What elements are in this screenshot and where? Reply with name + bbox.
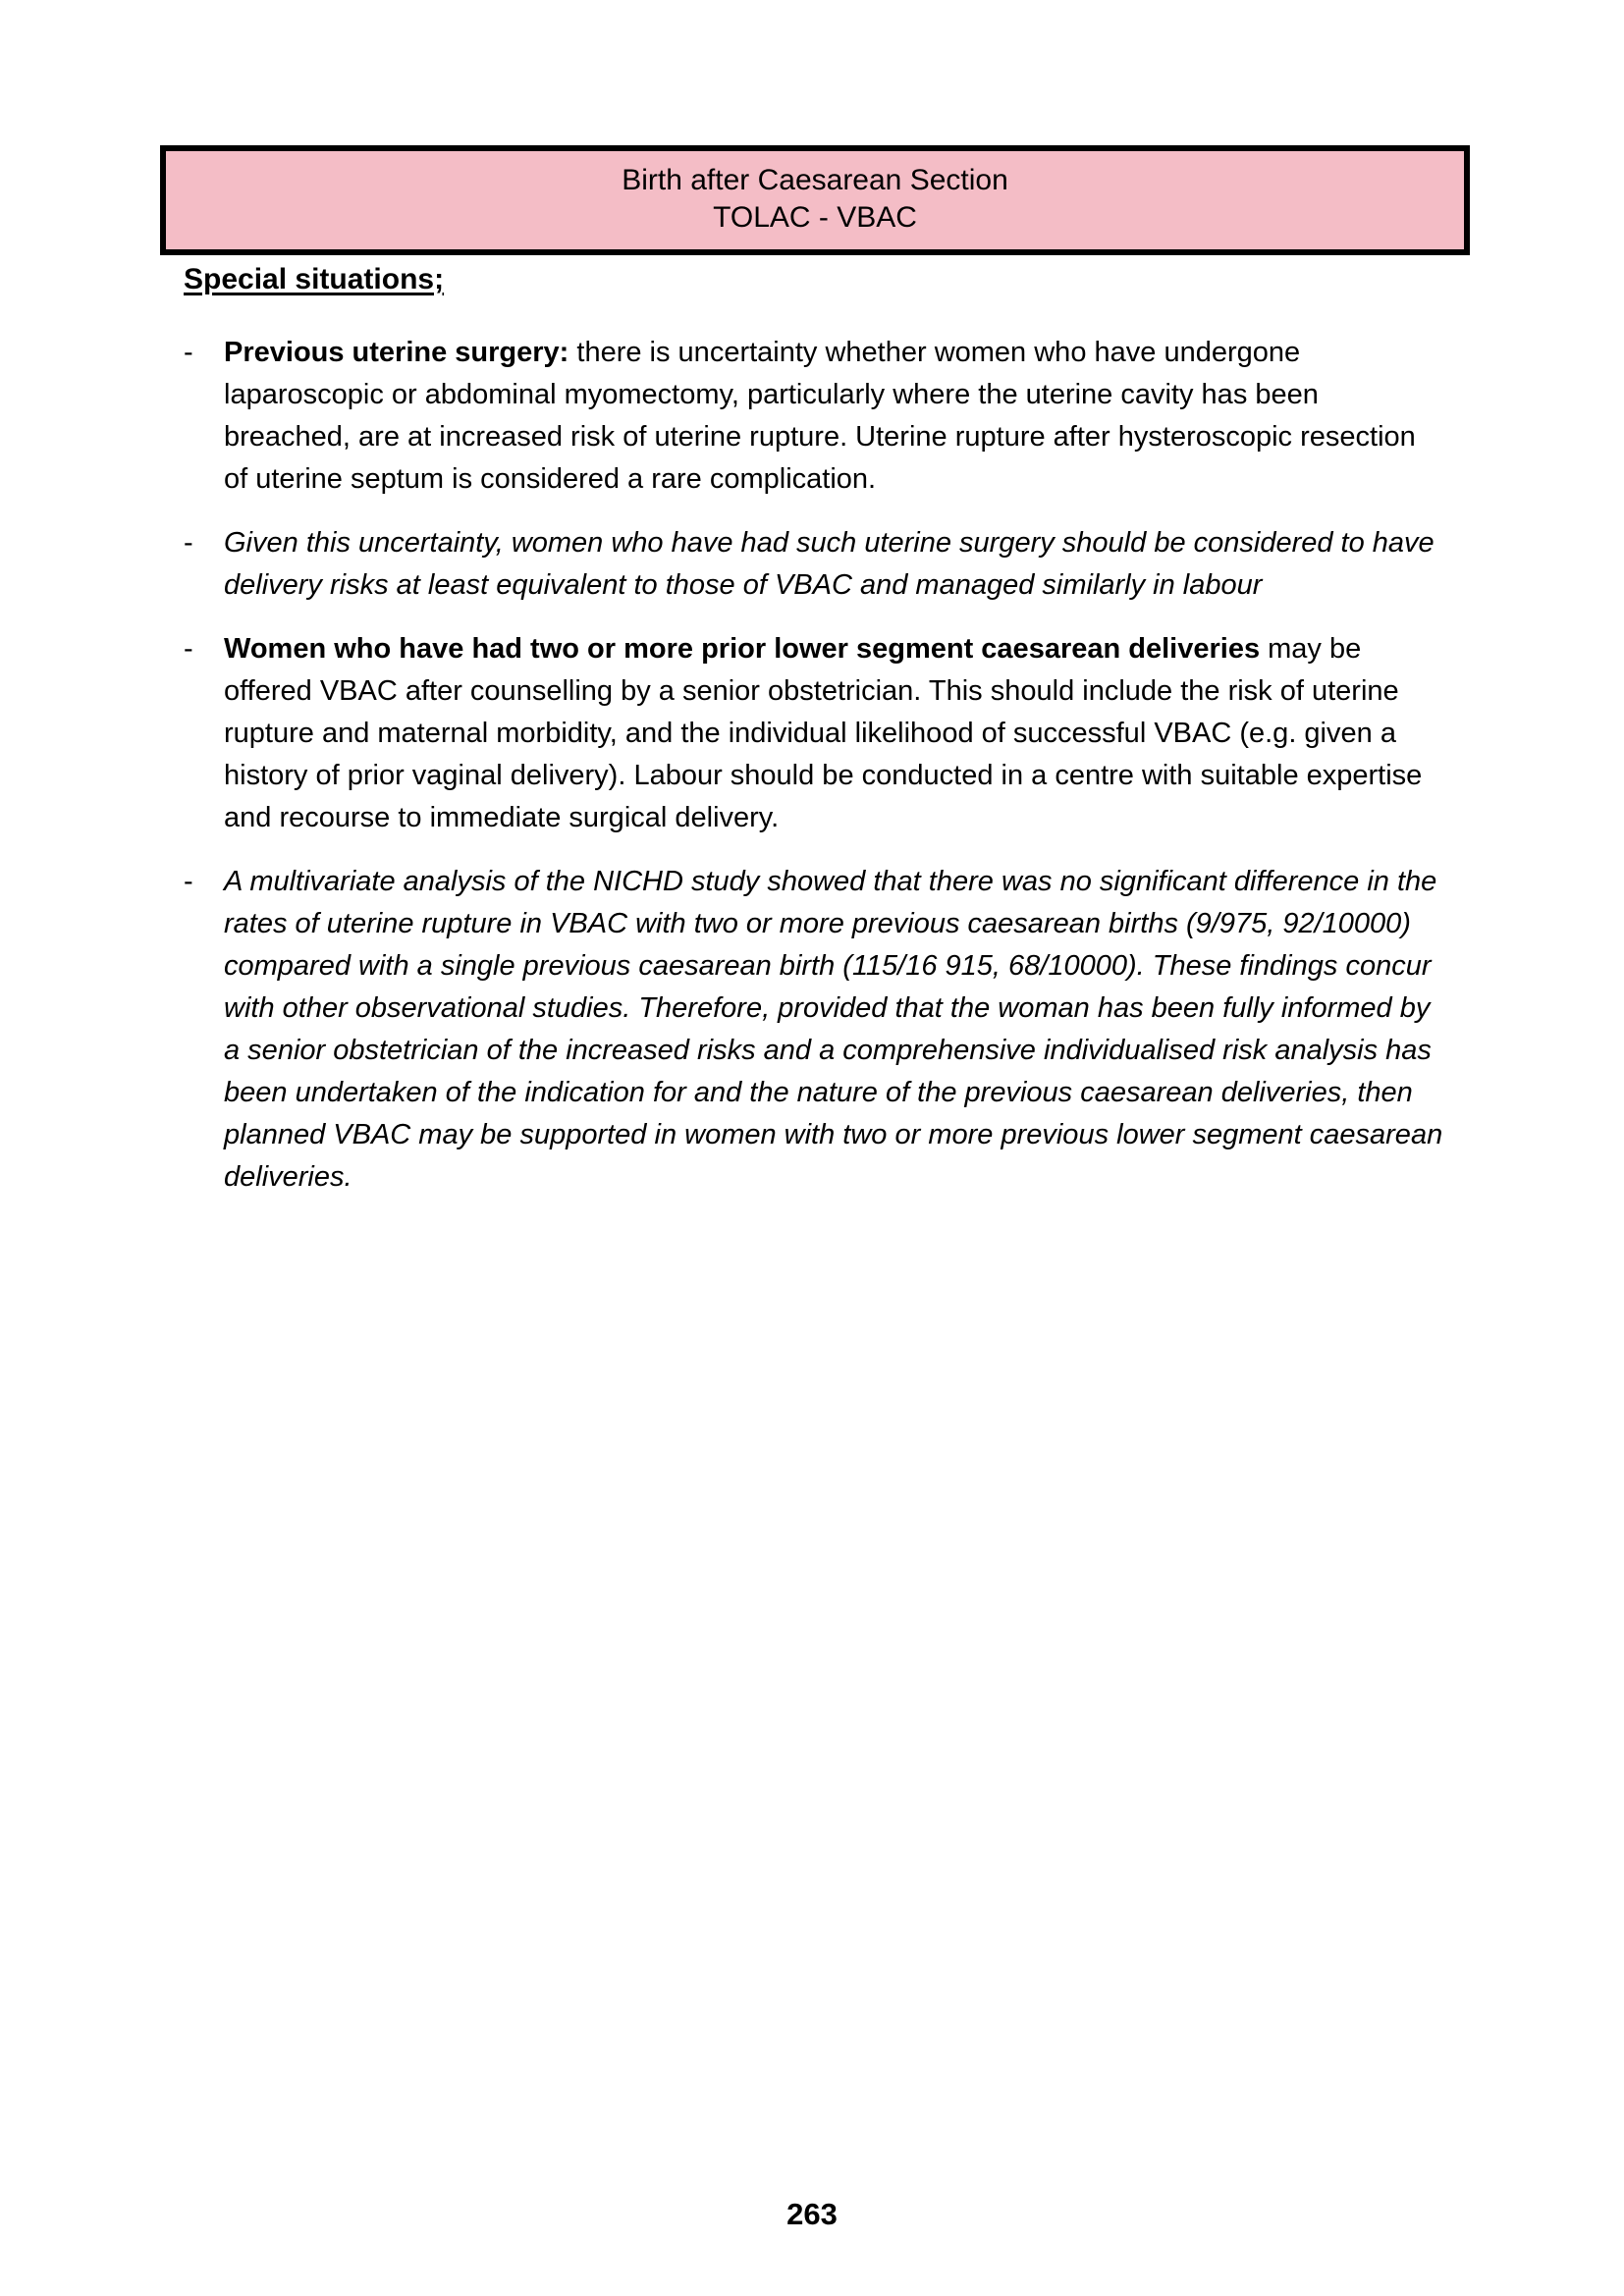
list-item [184, 861, 1450, 1199]
bullet-dash-marker: - [184, 866, 193, 897]
bullet-dash-marker: - [184, 633, 193, 665]
bullet-dash-marker: - [184, 527, 193, 559]
bullet-bold-lead: Women who have had two or more prior lower segment caesarean deliveries [224, 633, 1261, 665]
document-title-line-1: Birth after Caesarean Section [622, 164, 1008, 196]
bullet-text [224, 861, 1446, 1199]
list-item [184, 332, 1450, 501]
bullet-body-text: A multivariate analysis of the NICHD study showed that there was no significant difference in the rates of uterine rupture in VBAC with two or more previous caesarean births (9/975, 92/10000) compared with a single previous caesarean birth (115/16 915, 68/10000). These findings concur with other observational studies. Therefore, provided that the woman has been fully informed by a senior obstetrician of the increased risks and a comprehensive individualised risk analysis has been undertaken of the indication for and the nature of the previous caesarean deliveries, then planned VBAC may be supported in women with two or more previous lower segment caesarean deliveries. [224, 866, 1443, 1193]
bullet-text [224, 332, 1446, 501]
bullet-body-text: Given this uncertainty, women who have had such uterine surgery should be considered to have delivery risks at least equivalent to those of VBAC and managed similarly in labour [224, 527, 1435, 601]
bullet-body-text: may be offered VBAC after counselling by a senior obstetrician. This should include the risk of uterine rupture and maternal morbidity, and the individual likelihood of successful VBAC (e.g. given a history of prior vaginal delivery). Labour should be conducted in a centre with suitable expertise and recourse to immediate surgical delivery. [224, 633, 1423, 833]
section-heading-text: Special situations; [184, 263, 445, 295]
title-box [160, 145, 1470, 255]
list-item [184, 628, 1450, 839]
bullet-text [224, 628, 1446, 839]
bullet-bold-lead: Previous uterine surgery: [224, 337, 569, 368]
document-title-line-2: TOLAC - VBAC [713, 201, 917, 234]
list-item [184, 522, 1450, 607]
section-heading [184, 263, 444, 296]
bullet-body-text: there is uncertainty whether women who have undergone laparoscopic or abdominal myomectomy, particularly where the uterine cavity has been breached, are at increased risk of uterine rupture. Uterine rupture after hysteroscopic resection of uterine septum is considered a rare complication. [224, 337, 1416, 495]
page-number: 263 [786, 2197, 838, 2231]
bullet-list [184, 332, 1450, 1220]
bullet-dash-marker: - [184, 337, 193, 368]
bullet-text [224, 522, 1446, 607]
